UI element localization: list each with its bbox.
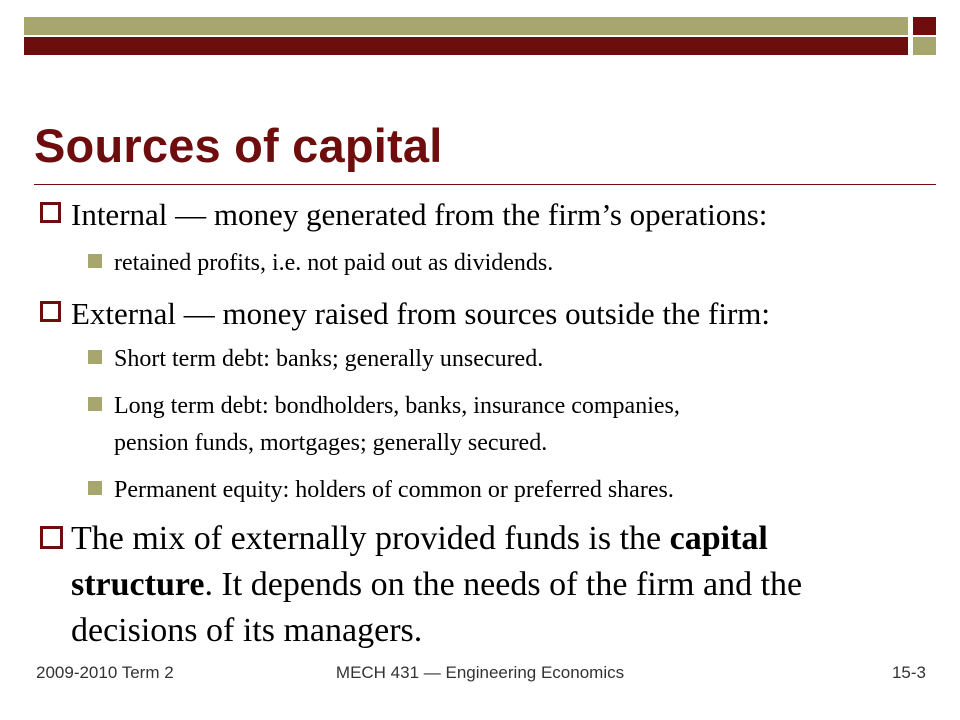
hollow-square-bullet-icon <box>40 202 61 223</box>
hollow-square-bullet-icon <box>40 526 63 549</box>
capital-structure-text: The mix of externally provided funds is the <box>71 520 670 557</box>
bullet-capital-structure-line3: decisions of its managers. <box>71 612 423 649</box>
filled-square-bullet-icon <box>88 350 102 364</box>
footer-course: MECH 431 — Engineering Economics <box>335 663 625 682</box>
bullet-external: External — money raised from sources outside the firm: <box>71 296 771 331</box>
header-bar-maroon <box>24 37 908 55</box>
footer-term: 2009-2010 Term 2 <box>36 663 174 682</box>
bullet-short-term-debt: Short term debt: banks; generally unsecured. <box>114 346 544 372</box>
bullet-internal: Internal — money generated from the firm’s operations: <box>71 197 768 232</box>
capital-structure-text: . It depends on the needs of the firm and the <box>204 566 803 603</box>
footer-slide-number: 15-3 <box>891 663 926 682</box>
filled-square-bullet-icon <box>88 481 102 495</box>
header-bar-olive <box>24 17 908 35</box>
header-square-olive <box>913 37 936 55</box>
header-square-maroon <box>913 17 936 35</box>
bullet-long-term-debt-line1: Long term debt: bondholders, banks, insurance companies, <box>114 393 680 419</box>
filled-square-bullet-icon <box>88 254 102 268</box>
bullet-permanent-equity: Permanent equity: holders of common or preferred shares. <box>114 477 674 503</box>
bullet-capital-structure-line1 <box>71 522 768 556</box>
bullet-capital-structure-line2 <box>71 568 802 602</box>
title-rule <box>34 184 936 185</box>
bullet-retained-profits: retained profits, i.e. not paid out as dividends. <box>114 250 554 276</box>
hollow-square-bullet-icon <box>40 301 61 322</box>
filled-square-bullet-icon <box>88 397 102 411</box>
capital-structure-term: capital <box>669 520 768 557</box>
slide-title: Sources of capital <box>34 119 443 172</box>
capital-structure-term: structure <box>71 566 205 603</box>
bullet-long-term-debt-line2: pension funds, mortgages; generally secured. <box>114 430 548 456</box>
